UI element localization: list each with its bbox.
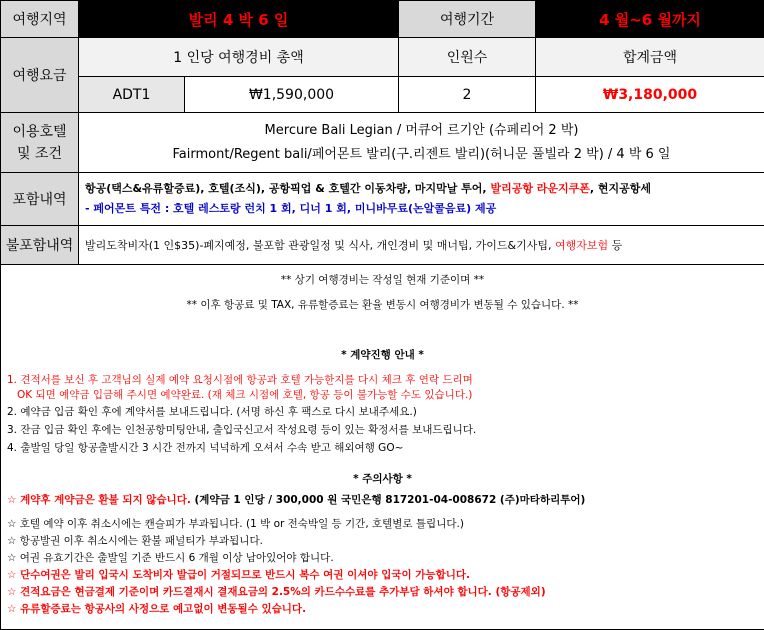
fairmont-benefit: 페어몬트 특전 : 호텔 레스토랑 런치 1 회, 디너 1 회, 미니바무료(논알콜음료) 제공 [93,202,497,215]
period-value: 4 월~6 월까지 [536,1,764,38]
region-label: 여행지역 [1,1,79,38]
passenger-type: ADT1 [79,77,185,113]
fee-header-row [1,38,764,77]
included-label: 포함내역 [1,173,79,226]
excluded-items-end: 등 [608,239,623,252]
hotel-line-2: Fairmont/Regent bali/페어몬트 발리(구.리젠트 발리)(허니문 풀빌라 2 박) / 4 박 6 일 [172,146,671,162]
hotel-line-1: Mercure Bali Legian / 머큐어 르기안 (슈페리어 2 박) [264,122,579,138]
contract-step-4: 4. 출발일 당일 항공출발시간 3 시간 전까지 넉넉하게 오셔서 수속 받고 해외여행 GO~ [7,442,404,454]
contract-title: * 계약진행 안내 * [341,349,424,361]
note-price-change: ** 이후 항공료 및 TAX, 유류할증료는 환율 변동시 여행경비가 변동될 수 있습니다. ** [186,299,579,311]
contract-step-2: 2. 예약금 입금 확인 후에 계약서를 보내드립니다. (서명 하신 후 팩스로 다시 보내주세요.) [7,406,417,418]
caution-single-passport: ☆ 단수여권은 발리 입국시 도착비자 발급이 거절되므로 반드시 복수 여권 이셔야 입국이 가능합니다. [7,569,470,581]
excluded-label: 불포함내역 [1,226,79,265]
caution-deposit-red: ☆ 계약후 계약금은 환불 되지 않습니다. [7,494,191,506]
trip-row [1,1,764,38]
excluded-details [79,226,764,265]
notes-cell [1,265,764,630]
lounge-coupon: 발리공항 라운지쿠폰 [490,182,590,195]
included-line-2 [85,199,764,219]
included-line-1 [85,179,764,199]
hotel-label-line1: 이용호텔 [12,123,67,140]
total-header: 합계금액 [536,38,764,77]
note-exchange-basis: ** 상기 여행경비는 작성일 현재 기준이며 ** [280,274,485,286]
people-count: 2 [399,77,536,113]
travel-insurance: 여행자보험 [554,239,609,252]
hotel-label-line2: 및 조건 [16,145,63,162]
people-header: 인원수 [399,38,536,77]
total-price: ₩3,180,000 [536,77,764,113]
contract-step-1b: OK 되면 예약금 입금해 주시면 예약완료. (재 체크 시점에 호텔, 항공 등이 불가능할 수도 있습니다.) [7,389,473,401]
caution-passport: ☆ 여권 유효기간은 출발일 기준 반드시 6 개월 이상 남아있어야 합니다. [7,552,334,564]
fee-value-row [1,77,764,113]
unit-price: ₩1,590,000 [185,77,399,113]
notes-row [1,265,764,630]
included-details [79,173,764,226]
caution-air-cancel: ☆ 항공발권 이후 취소시에는 환불 패널티가 부과됩니다. [7,535,263,547]
contract-step-1a: 1. 견적서를 보신 후 고객님의 실제 예약 요청시점에 항공과 호텔 가능한지를 다시 체크 후 연락 드리며 [7,374,473,386]
included-items-end: , 현지공항세 [589,182,652,195]
fee-label: 여행요금 [1,38,79,113]
caution-title: * 주의사항 * [353,473,412,485]
region-value: 발리 4 박 6 일 [79,1,399,38]
caution-fuel-surcharge: ☆ 유류할증료는 항공사의 사정으로 예고없이 변동될수 있습니다. [7,603,307,615]
included-items: 항공(택스&유류할증료), 호텔(조식), 공항픽업 & 호텔간 이동차량, 마지막날 투어, [85,182,491,195]
contract-step-3: 3. 잔금 입금 확인 후에는 인천공항미팅안내, 출입국신고서 작성요령 등이 있는 확정서를 보내드립니다. [7,424,477,436]
period-label: 여행기간 [399,1,536,38]
caution-hotel-cancel: ☆ 호텔 예약 이후 취소시에는 캔슬피가 부과됩니다. (1 박 or 전숙박일 등 기간, 호텔별로 틀립니다.) [7,518,464,530]
caution-deposit [7,492,758,507]
per-person-header: 1 인당 여행경비 총액 [79,38,399,77]
included-row [1,173,764,226]
excluded-row [1,226,764,265]
hotel-details [79,113,764,173]
included-dash: - [85,202,94,215]
caution-deposit-account: (계약금 1 인당 / 300,000 원 국민은행 817201-04-008672 (주)마타하리투어) [190,494,586,506]
hotel-row [1,113,764,173]
excluded-items: 발리도착비자(1 인$35)-폐지예정, 불포함 관광일정 및 식사, 개인경비 및 매너팁, 가이드&기사팁, [85,239,555,252]
hotel-label [1,113,79,173]
caution-card-fee: ☆ 견적요금은 현금결제 기준이며 카드결재시 결재요금의 2.5%의 카드수수료를 추가부담 하셔야 합니다. (항공제외) [7,586,546,598]
